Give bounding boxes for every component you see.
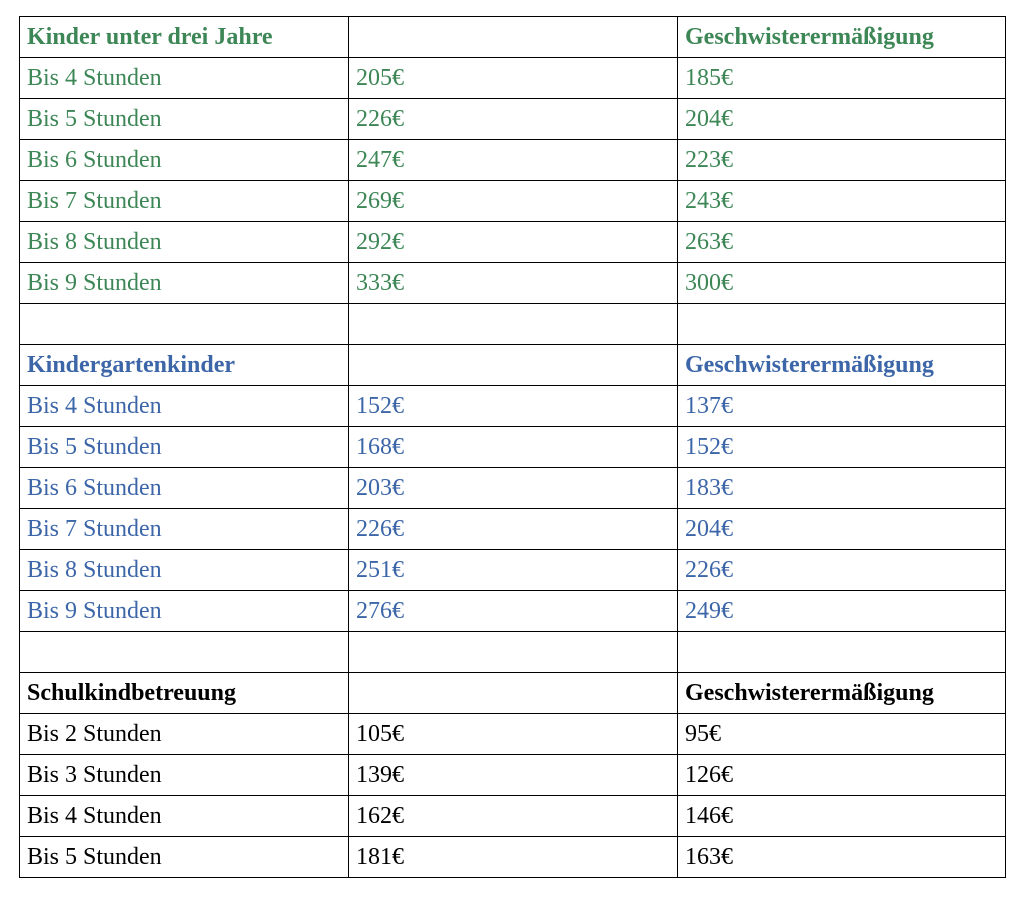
discount-price-cell: 300€ xyxy=(678,263,1006,304)
price-cell: 203€ xyxy=(349,468,678,509)
discount-price-cell: 152€ xyxy=(678,427,1006,468)
table-row xyxy=(20,386,1006,427)
discount-price-cell: 263€ xyxy=(678,222,1006,263)
price-cell: 168€ xyxy=(349,427,678,468)
empty-cell xyxy=(20,304,349,345)
section-header-row-school xyxy=(20,673,1006,714)
hours-label: Bis 5 Stunden xyxy=(20,427,349,468)
discount-price-cell: 223€ xyxy=(678,140,1006,181)
price-cell: 139€ xyxy=(349,755,678,796)
empty-cell xyxy=(349,632,678,673)
hours-label: Bis 6 Stunden xyxy=(20,140,349,181)
price-cell: 105€ xyxy=(349,714,678,755)
price-cell: 226€ xyxy=(349,99,678,140)
price-cell: 276€ xyxy=(349,591,678,632)
hours-label: Bis 4 Stunden xyxy=(20,796,349,837)
price-cell: 247€ xyxy=(349,140,678,181)
price-cell: 251€ xyxy=(349,550,678,591)
price-cell: 181€ xyxy=(349,837,678,878)
table-row xyxy=(20,58,1006,99)
spacer-row xyxy=(20,304,1006,345)
table-row xyxy=(20,755,1006,796)
table-row xyxy=(20,509,1006,550)
hours-label: Bis 6 Stunden xyxy=(20,468,349,509)
table-row xyxy=(20,468,1006,509)
fee-table xyxy=(19,16,1006,878)
hours-label: Bis 7 Stunden xyxy=(20,509,349,550)
discount-price-cell: 204€ xyxy=(678,509,1006,550)
table-row xyxy=(20,140,1006,181)
table-row xyxy=(20,263,1006,304)
section-header-row-under-three xyxy=(20,17,1006,58)
empty-cell xyxy=(678,304,1006,345)
section-heading-school: Schulkindbetreuung xyxy=(20,673,349,714)
fee-table-body xyxy=(20,17,1006,878)
price-cell: 162€ xyxy=(349,796,678,837)
price-cell: 269€ xyxy=(349,181,678,222)
empty-cell xyxy=(349,345,678,386)
discount-price-cell: 146€ xyxy=(678,796,1006,837)
discount-price-cell: 137€ xyxy=(678,386,1006,427)
hours-label: Bis 9 Stunden xyxy=(20,263,349,304)
price-cell: 226€ xyxy=(349,509,678,550)
price-cell: 292€ xyxy=(349,222,678,263)
discount-price-cell: 249€ xyxy=(678,591,1006,632)
price-cell: 333€ xyxy=(349,263,678,304)
hours-label: Bis 5 Stunden xyxy=(20,99,349,140)
table-row xyxy=(20,796,1006,837)
discount-price-cell: 126€ xyxy=(678,755,1006,796)
section-heading-under-three: Kinder unter drei Jahre xyxy=(20,17,349,58)
table-row xyxy=(20,181,1006,222)
price-cell: 152€ xyxy=(349,386,678,427)
table-row xyxy=(20,714,1006,755)
table-row xyxy=(20,222,1006,263)
table-row xyxy=(20,99,1006,140)
hours-label: Bis 4 Stunden xyxy=(20,58,349,99)
table-row xyxy=(20,550,1006,591)
discount-price-cell: 243€ xyxy=(678,181,1006,222)
hours-label: Bis 9 Stunden xyxy=(20,591,349,632)
hours-label: Bis 8 Stunden xyxy=(20,550,349,591)
hours-label: Bis 4 Stunden xyxy=(20,386,349,427)
discount-heading-kindergarten: Geschwisterermäßigung xyxy=(678,345,1006,386)
hours-label: Bis 3 Stunden xyxy=(20,755,349,796)
empty-cell xyxy=(678,632,1006,673)
empty-cell xyxy=(349,304,678,345)
hours-label: Bis 7 Stunden xyxy=(20,181,349,222)
discount-price-cell: 183€ xyxy=(678,468,1006,509)
price-cell: 205€ xyxy=(349,58,678,99)
section-heading-kindergarten: Kindergartenkinder xyxy=(20,345,349,386)
discount-price-cell: 163€ xyxy=(678,837,1006,878)
discount-heading-under-three: Geschwisterermäßigung xyxy=(678,17,1006,58)
empty-cell xyxy=(20,632,349,673)
table-row xyxy=(20,837,1006,878)
hours-label: Bis 2 Stunden xyxy=(20,714,349,755)
discount-price-cell: 95€ xyxy=(678,714,1006,755)
table-row xyxy=(20,591,1006,632)
section-header-row-kindergarten xyxy=(20,345,1006,386)
table-row xyxy=(20,427,1006,468)
discount-price-cell: 185€ xyxy=(678,58,1006,99)
hours-label: Bis 5 Stunden xyxy=(20,837,349,878)
discount-price-cell: 226€ xyxy=(678,550,1006,591)
spacer-row xyxy=(20,632,1006,673)
empty-cell xyxy=(349,673,678,714)
empty-cell xyxy=(349,17,678,58)
discount-price-cell: 204€ xyxy=(678,99,1006,140)
hours-label: Bis 8 Stunden xyxy=(20,222,349,263)
discount-heading-school: Geschwisterermäßigung xyxy=(678,673,1006,714)
